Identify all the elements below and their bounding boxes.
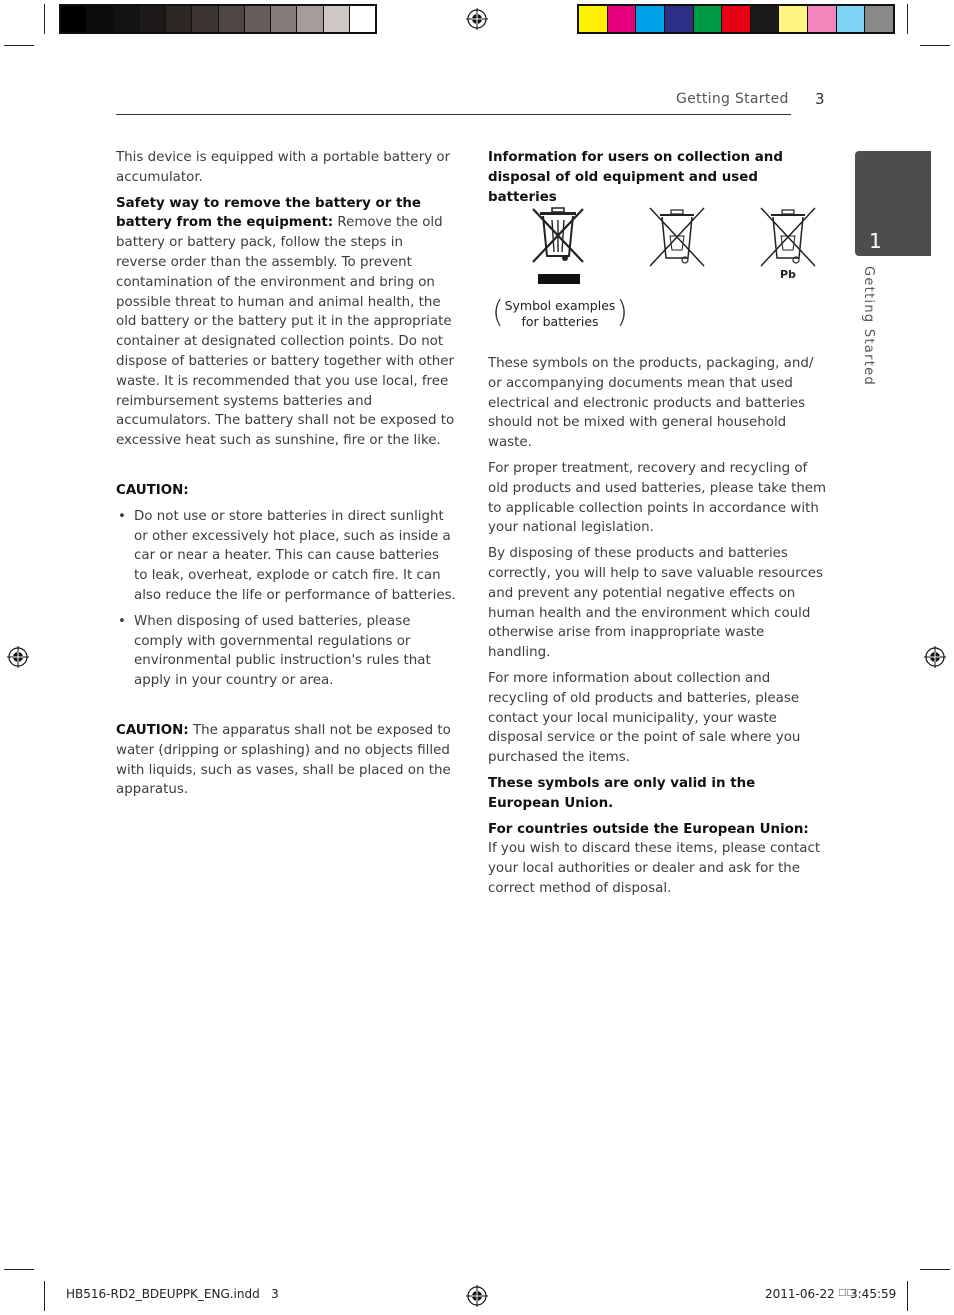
caution-item-text: When disposing of used batteries, please comply with governmental regulations or environmental public instruction's rules that apply in your country or area. [134, 613, 431, 689]
safety-paragraph [116, 194, 456, 451]
list-item: • When disposing of used batteries, please comply with governmental regulations or environmental public instruction's rules that apply in your country or area. [118, 613, 431, 689]
footer-time: 3:45:59 [850, 1287, 897, 1301]
caution2-label: CAUTION: [116, 722, 189, 738]
color-swatch [350, 6, 375, 32]
color-swatch [779, 6, 808, 32]
weee-crossed-bin-icon [530, 206, 586, 286]
crop-mark [920, 1269, 950, 1270]
chapter-label: Getting Started [861, 266, 876, 387]
running-title: Getting Started [676, 91, 789, 107]
crop-mark [4, 1269, 34, 1270]
color-swatch [324, 6, 350, 32]
weee-crossed-bin-icon [759, 206, 817, 270]
info-paragraph: For more information about collection and recycling of old products and batteries, please contact your local municipality, your waste disposal service or the point of sale where you purchased the items. [488, 670, 801, 766]
registration-mark-icon [466, 8, 488, 30]
color-swatch [192, 6, 218, 32]
registration-mark-icon [466, 1285, 488, 1307]
caution-list [116, 507, 456, 691]
crop-mark [44, 4, 45, 34]
color-swatch [722, 6, 751, 32]
safety-heading: Safety way to remove the battery or the battery from the equipment: [116, 195, 421, 231]
color-swatch [114, 6, 140, 32]
right-column-body [488, 354, 828, 905]
caution-item-text: Do not use or store batteries in direct sunlight or other excessively hot place, such as inside a car or near a heater. This can cause batteries to leak, overheat, explode or catch fire. It can also reduce the life or performance of batteries. [134, 508, 456, 603]
color-swatch [271, 6, 297, 32]
crop-mark [907, 1281, 908, 1311]
pb-label: Pb [780, 268, 796, 281]
info-paragraph: By disposing of these products and batteries correctly, you will help to save valuable resources and prevent any potential negative effects on human health and the environment which could otherwise arise from inappropriate waste handling. [488, 546, 823, 661]
color-swatch [636, 6, 665, 32]
color-swatch [61, 6, 87, 32]
footer-file-name: HB516-RD2_BDEUPPK_ENG.indd 3 [66, 1287, 279, 1301]
color-swatch [865, 6, 893, 32]
intro-paragraph: This device is equipped with a portable battery or accumulator. [116, 150, 451, 185]
footer-time-glyph: □□ [838, 1288, 856, 1298]
info-paragraph: For proper treatment, recovery and recycling of old products and used batteries, please take them to applicable collection points in accordance with your national legislation. [488, 460, 827, 536]
left-column [116, 148, 456, 806]
crop-mark [44, 1281, 45, 1311]
crop-mark [4, 45, 34, 46]
color-swatch [694, 6, 723, 32]
color-swatch [608, 6, 637, 32]
info-paragraph: These symbols on the products, packaging, and/ or accompanying documents mean that used electrical and electronic products and batteries should not be mixed with general household waste. [488, 356, 814, 451]
registration-mark-icon [7, 646, 29, 668]
caution2-body: The apparatus shall not be exposed to water (dripping or splashing) and no objects filled with liquids, such as vases, shall be placed on the apparatus. [116, 722, 451, 798]
outside-eu-body: If you wish to discard these items, please contact your local authorities or dealer and ask for the correct method of disposal. [488, 841, 821, 896]
registration-mark-icon [924, 646, 946, 668]
safety-body: Remove the old battery or battery pack, follow the steps in reverse order than the assembly. To prevent contamination of the environment and bring on possible threat to human and animal health, the old battery or the battery put it in the appropriate container at designated collection points. Do not dispose of batteries or battery together with other waste. It is recommended that you use local, free reimbursement systems batteries and accumulators. The battery shall not be exposed to excessive heat such as sunshine, fire or the like. [116, 215, 455, 449]
caption-bracket-right: ) [616, 295, 628, 330]
symbol-caption-line2: for batteries [521, 314, 599, 329]
cmyk-color-bar [577, 4, 895, 34]
color-swatch [87, 6, 113, 32]
symbol-caption [492, 295, 628, 332]
color-swatch [751, 6, 780, 32]
caution-heading: CAUTION: [116, 482, 189, 498]
color-swatch [140, 6, 166, 32]
footer-date: 2011-06-22 [765, 1287, 835, 1301]
outside-eu-heading: For countries outside the European Union: [488, 821, 809, 837]
chapter-tab [855, 151, 931, 256]
grayscale-color-bar [59, 4, 377, 34]
list-item: • Do not use or store batteries in direct sunlight or other excessively hot place, such as inside a car or near a heater. This can cause batteries to leak, overheat, explode or catch fire. It can also reduce the life or performance of batteries. [118, 508, 456, 603]
symbol-caption-line1: Symbol examples [504, 298, 616, 313]
caution2-paragraph [116, 721, 456, 800]
caption-bracket-left: ( [492, 295, 504, 330]
page-number: 3 [815, 90, 825, 108]
color-swatch [665, 6, 694, 32]
crop-mark [920, 45, 950, 46]
color-swatch [245, 6, 271, 32]
weee-crossed-bin-icon [648, 206, 706, 270]
color-swatch [837, 6, 866, 32]
color-swatch [219, 6, 245, 32]
color-swatch [808, 6, 837, 32]
header-rule [116, 114, 791, 115]
disposal-heading: Information for users on collection and disposal of old equipment and used batteries [488, 150, 783, 205]
crop-mark [907, 4, 908, 34]
chapter-number: 1 [869, 229, 882, 253]
color-swatch [297, 6, 323, 32]
color-swatch [579, 6, 608, 32]
eu-only-note: These symbols are only valid in the European Union. [488, 775, 756, 811]
right-column [488, 148, 828, 213]
color-swatch [166, 6, 192, 32]
